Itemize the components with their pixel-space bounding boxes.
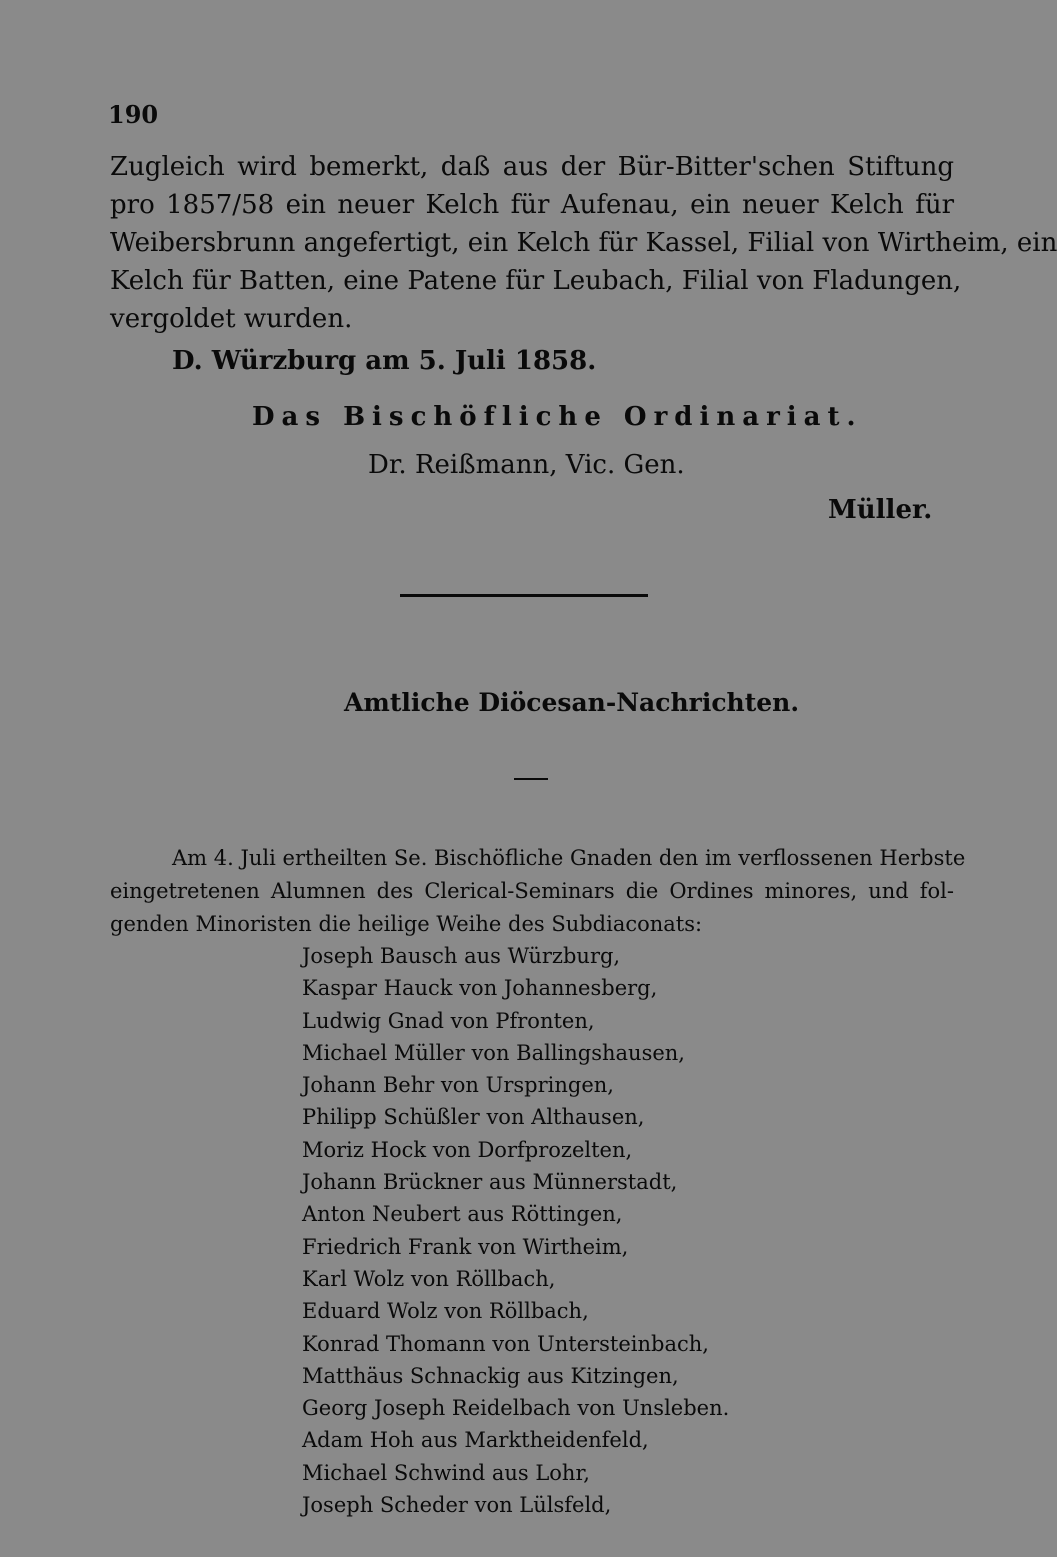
list-item: Matthäus Schnackig aus Kitzingen, bbox=[302, 1363, 679, 1388]
foundation-paragraph bbox=[110, 148, 1057, 338]
signature-vicar-general: Dr. Reißmann, Vic. Gen. bbox=[368, 450, 685, 480]
list-item: Friedrich Frank von Wirtheim, bbox=[302, 1234, 629, 1259]
intro-line: Am 4. Juli ertheilten Se. Bischöfliche Gnaden den im verflossenen Herbste bbox=[172, 846, 966, 870]
intro-line: eingetretenen Alumnen des Clerical-Seminars die Ordines minores, und fol- bbox=[110, 879, 954, 903]
list-item: Kaspar Hauck von Johannesberg, bbox=[302, 976, 658, 1001]
issuer-line: Das Bischöfliche Ordinariat. bbox=[252, 402, 863, 432]
paragraph-line: pro 1857/58 ein neuer Kelch für Aufenau, ein neuer Kelch für bbox=[110, 190, 954, 220]
list-item: Anton Neubert aus Röttingen, bbox=[302, 1202, 623, 1227]
short-divider bbox=[514, 778, 548, 780]
ordination-intro bbox=[110, 842, 966, 941]
paragraph-line: Kelch für Batten, eine Patene für Leubach, Filial von Fladungen, bbox=[110, 266, 962, 296]
list-item: Johann Brückner aus Münnerstadt, bbox=[302, 1170, 678, 1195]
paragraph-line: Zugleich wird bemerkt, daß aus der Bür-Bitter'schen Stiftung bbox=[110, 152, 954, 182]
list-item: Ludwig Gnad von Pfronten, bbox=[302, 1008, 595, 1033]
list-item: Joseph Scheder von Lülsfeld, bbox=[302, 1493, 612, 1518]
intro-line: genden Minoristen die heilige Weihe des Subdiaconats: bbox=[110, 912, 703, 936]
paragraph-line: Weibersbrunn angefertigt, ein Kelch für Kassel, Filial von Wirtheim, ein bbox=[110, 228, 1057, 258]
section-divider bbox=[400, 594, 648, 597]
list-item: Georg Joseph Reidelbach von Unsleben. bbox=[302, 1396, 730, 1421]
signature-secretary: Müller. bbox=[828, 495, 933, 525]
list-item: Konrad Thomann von Untersteinbach, bbox=[302, 1331, 709, 1356]
list-item: Karl Wolz von Röllbach, bbox=[302, 1266, 556, 1291]
ordinand-list bbox=[302, 940, 729, 1521]
date-line: D. Würzburg am 5. Juli 1858. bbox=[172, 346, 597, 376]
section-heading: Amtliche Diöcesan-Nachrichten. bbox=[344, 688, 800, 717]
list-item: Moriz Hock von Dorfprozelten, bbox=[302, 1137, 633, 1162]
page-number: 190 bbox=[108, 100, 159, 129]
paragraph-line: vergoldet wurden. bbox=[110, 304, 353, 334]
list-item: Michael Schwind aus Lohr, bbox=[302, 1460, 590, 1485]
list-item: Johann Behr von Urspringen, bbox=[302, 1073, 614, 1098]
list-item: Eduard Wolz von Röllbach, bbox=[302, 1299, 589, 1324]
list-item: Michael Müller von Ballingshausen, bbox=[302, 1040, 685, 1065]
list-item: Adam Hoh aus Marktheidenfeld, bbox=[302, 1428, 649, 1453]
list-item: Philipp Schüßler von Althausen, bbox=[302, 1105, 645, 1130]
list-item: Joseph Bausch aus Würzburg, bbox=[302, 944, 621, 968]
